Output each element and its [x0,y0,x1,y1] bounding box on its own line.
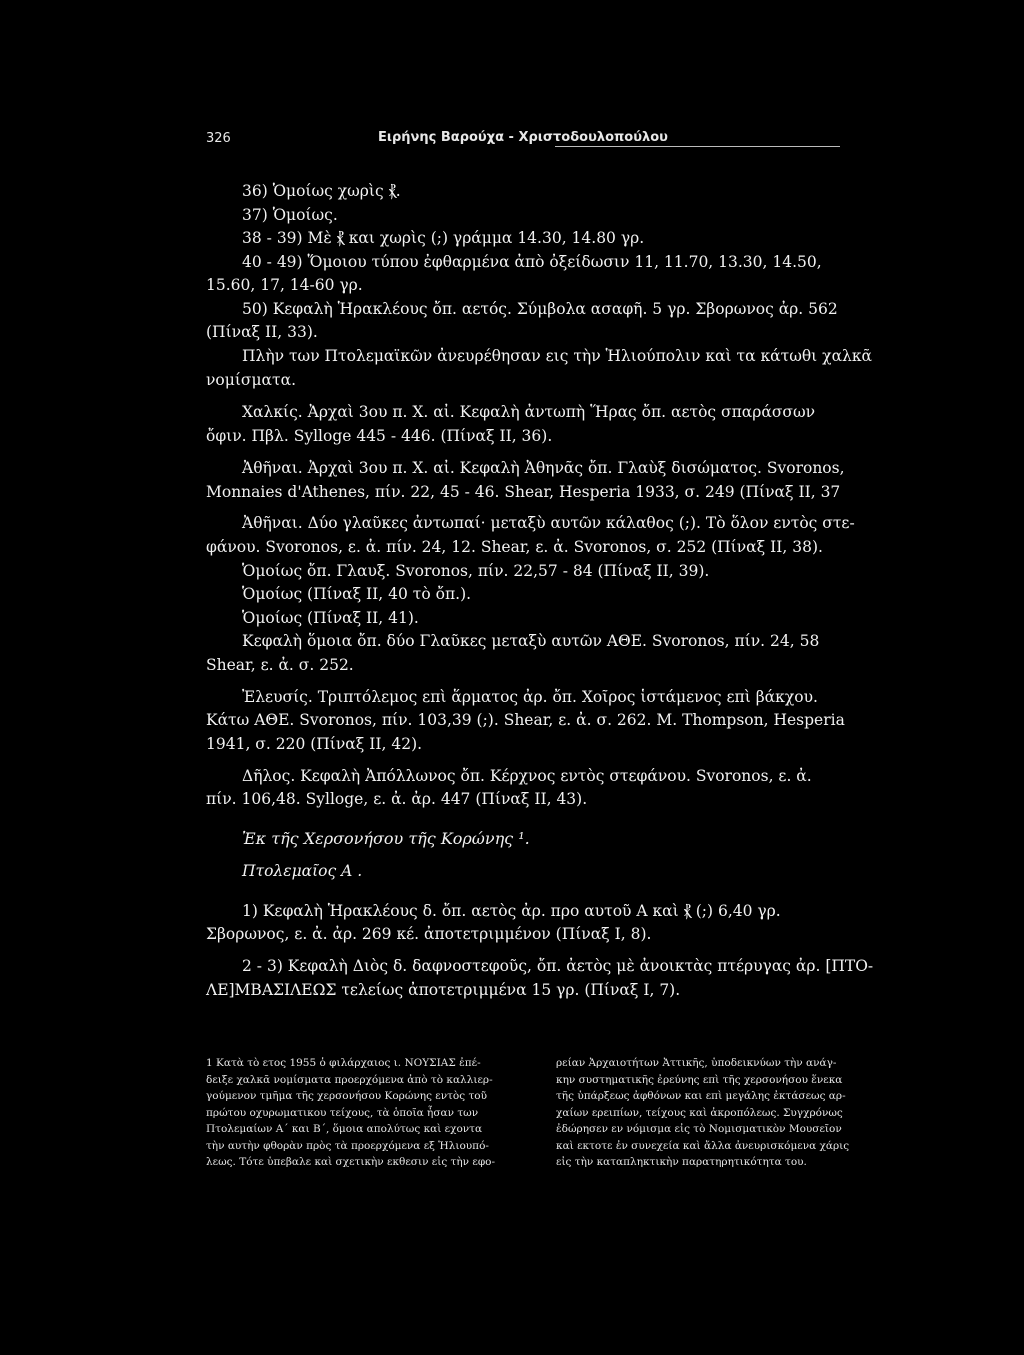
text-line: 37) Ὁμοίως. [242,206,338,224]
header-rule [555,146,840,147]
text-line: Πλὴν των Πτολεμαϊκῶν ἀνευρέθησαν εις τὴν Ἡλιούπολιν καὶ τα κάτωθι χαλκᾶ [242,347,873,365]
text-line: 50) Κεφαλὴ Ἡρακλέους ὄπ. αετός. Σύμβολα ασαφῆ. 5 γρ. Σβορωνος ἀρ. 562 [242,300,838,318]
footnote-line: γούμενον τμῆμα τῆς χερσονήσου Κορώνης εντὸς τοῦ [206,1090,487,1102]
text-line: ὄφιν. Πβλ. Sylloge 445 - 446. (Πίναξ ΙΙ, 36). [206,427,553,445]
footnote-line: λεως. Τότε ὑπεβαλε καὶ σχετικὴν εκθεσιν εἰς τὴν εφο- [206,1156,496,1168]
text-line: 36) Ὁμοίως χωρὶς ⳩. [242,182,401,200]
section-heading: Ἐκ τῆς Χερσονήσου τῆς Κορώνης ¹. [242,829,530,848]
subsection-heading: Πτολεμαῖος Α . [242,862,363,880]
text-line: Ἐλευσίς. Τριπτόλεμος επὶ ἅρματος ἀρ. ὄπ. Χοῖρος ἱστάμενος επὶ βάκχου. [242,688,818,706]
page-number: 326 [206,131,231,146]
text-line: Δῆλος. Κεφαλὴ Ἀπόλλωνος ὄπ. Κέρχνος εντὸς στεφάνου. Svoronos, ε. ἀ. [242,767,812,785]
running-title: Ειρήνης Βαρούχα - Χριστοδουλοπούλου [378,130,668,145]
footnote-line: πρώτου οχυρωματικου τείχους, τὰ ὁποῖα ἦσαν των [206,1106,479,1119]
text-line: Ὁμοίως (Πίναξ ΙΙ, 41). [242,609,419,627]
text-line: Κάτω ΑΘΕ. Svoronos, πίν. 103,39 (;). Shear, ε. ἀ. σ. 262. M. Thompson, Hesperia [206,711,845,729]
text-line: 40 - 49) Ὅμοιου τύπου ἐφθαρμένα ἀπὸ ὀξείδωσιν 11, 11.70, 13.30, 14.50, [242,253,822,271]
text-line: Monnaies d'Athenes, πίν. 22, 45 - 46. Shear, Hesperia 1933, σ. 249 (Πίναξ ΙΙ, 37 [206,483,841,501]
footnote-line: καὶ εκτοτε ἐν συνεχεία καὶ ἄλλα ἀνευρισκόμενα χάρις [556,1139,850,1152]
text-line: ΛΕ]ΜΒΑΣΙΛΕΩΣ τελείως ἀποτετριμμένα 15 γρ. (Πίναξ Ι, 7). [206,981,681,999]
text-line: 15.60, 17, 14-60 γρ. [206,276,363,294]
text-line: 38 - 39) Μὲ ⳩ και χωρὶς (;) γράμμα 14.30, 14.80 γρ. [242,229,645,247]
text-line: Ἀθῆναι. Ἀρχαὶ 3ου π. Χ. αἰ. Κεφαλὴ Ἀθηνᾶς ὄπ. Γλαὺξ δισώματος. Svoronos, [242,459,845,477]
footnote-line: δειξε χαλκᾶ νομίσματα προερχόμενα ἀπὸ τὸ καλλιερ- [206,1073,493,1086]
text-line: νομίσματα. [206,371,296,389]
footnote-right-column [556,1055,856,1171]
text-line: 1) Κεφαλὴ Ἡρακλέους δ. ὄπ. αετὸς ἀρ. προ αυτοῦ Α καὶ ⳩ (;) 6,40 γρ. [242,902,781,920]
text-line: Χαλκίς. Ἀρχαὶ 3ου π. Χ. αἰ. Κεφαλὴ ἀντωπὴ Ἥρας ὄπ. αετὸς σπαράσσων [242,403,816,421]
footnote-line: χαίων ερειπίων, τείχους καὶ ἀκροπόλεως. Συγχρόνως [556,1106,843,1119]
footnote-line: τῆς ὑπάρξεως ἀφθόνων και επὶ μεγάλης ἐκτάσεως αρ- [556,1090,846,1102]
text-line: 2 - 3) Κεφαλὴ Διὸς δ. δαφνοστεφοῦς, ὄπ. ἀετὸς μὲ ἀνοικτὰς πτέρυγας ἀρ. [ΠΤΟ- [242,957,874,975]
footnote-line: Πτολεμαίων Α΄ και Β΄, ὅμοια απολύτως καὶ εχοντα [206,1123,483,1135]
footnote-line: κην συστηματικῆς ἐρεύνης επὶ τῆς χερσονήσου ἕνεκα [556,1073,843,1086]
footnote-left-column [206,1055,506,1171]
text-line: φάνου. Svoronos, ε. ἀ. πίν. 24, 12. Shear, ε. ἀ. Svoronos, σ. 252 (Πίναξ ΙΙ, 38). [206,538,823,556]
footnote-line: εἰς τὴν καταπληκτικὴν παρατηρητικότητα του. [556,1156,807,1168]
text-line: Shear, ε. ἀ. σ. 252. [206,656,354,674]
text-line: πίν. 106,48. Sylloge, ε. ἀ. ἀρ. 447 (Πίναξ ΙΙ, 43). [206,790,588,808]
text-line: Σβορωνος, ε. ἀ. ἀρ. 269 κέ. ἀποτετριμμένον (Πίναξ Ι, 8). [206,925,652,943]
text-line: Ὁμοίως ὄπ. Γλαυξ. Svoronos, πίν. 22,57 - 84 (Πίναξ ΙΙ, 39). [242,562,710,580]
footnote-line: ἐδώρησεν εν νόμισμα εἰς τὸ Νομισματικὸν Μουσεῖον [556,1123,842,1135]
footnote-line: 1 Κατὰ τὸ ετος 1955 ὁ φιλάρχαιος ι. ΝΟΥΣΙΑΣ ἐπέ- [206,1057,481,1069]
footnote-line: ρείαν Ἀρχαιοτήτων Ἀττικῆς, ὑποδεικνύων τὴν ανάγ- [556,1057,837,1069]
text-line: Ὁμοίως (Πίναξ ΙΙ, 40 τὸ ὄπ.). [242,585,472,603]
text-line: Ἀθῆναι. Δύο γλαῦκες ἀντωπαί· μεταξὺ αυτῶν κάλαθος (;). Τὸ ὅλον εντὸς στε- [242,514,855,532]
footnote-line: τὴν αυτὴν φθορὰν πρὸς τὰ προερχόμενα εξ Ἡλιουπό- [206,1139,489,1152]
text-line: 1941, σ. 220 (Πίναξ ΙΙ, 42). [206,735,423,753]
text-line: (Πίναξ ΙΙ, 33). [206,323,318,341]
text-line: Κεφαλὴ ὅμοια ὄπ. δύο Γλαῦκες μεταξὺ αυτῶν ΑΘΕ. Svoronos, πίν. 24, 58 [242,632,820,650]
